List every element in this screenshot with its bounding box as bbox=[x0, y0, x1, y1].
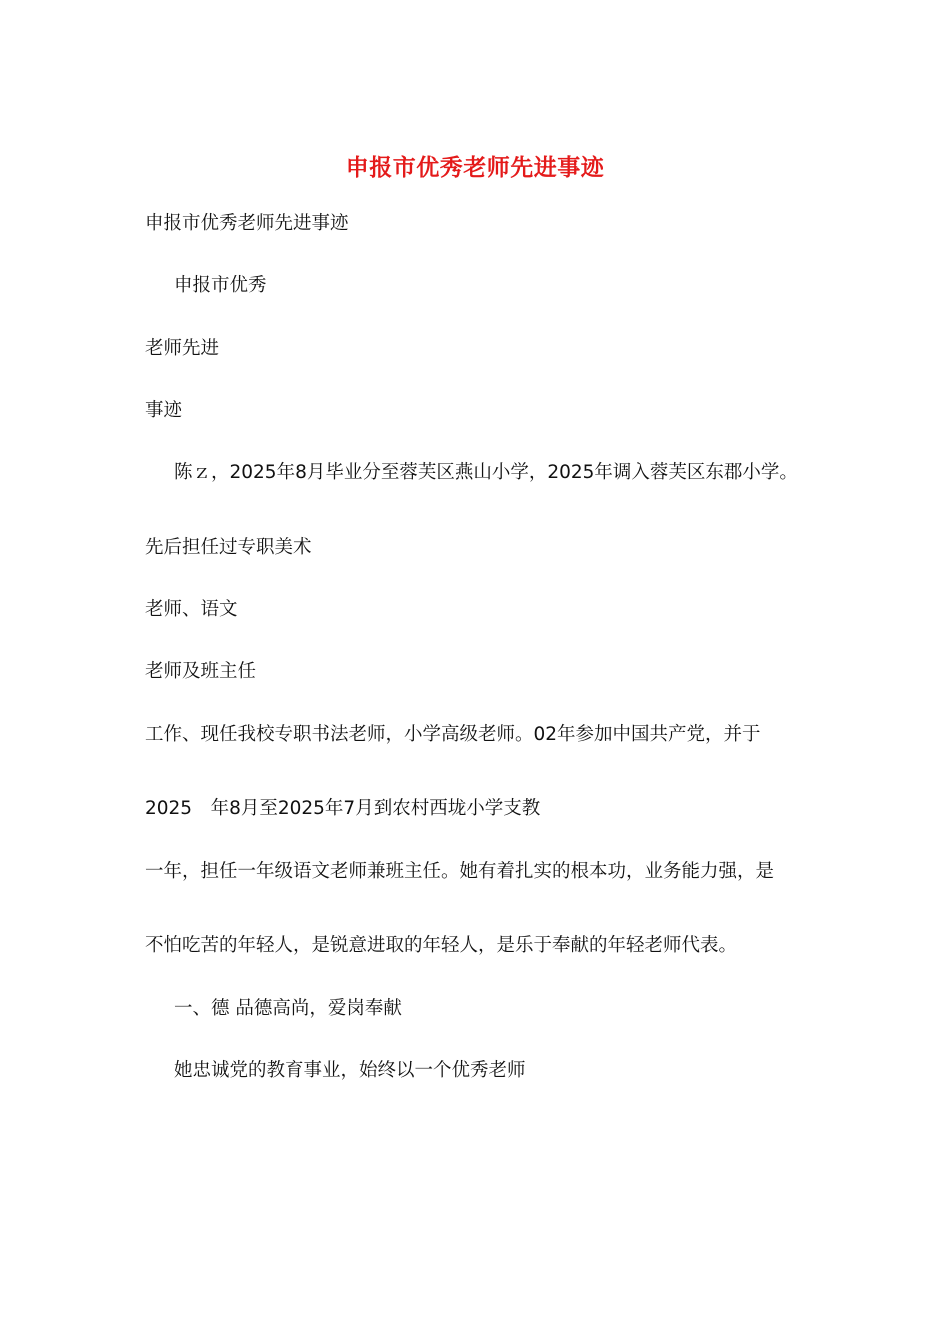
paragraph: 老师先进 bbox=[145, 338, 220, 359]
paragraph: 一年，担任一年级语文老师兼班主任。她有着扎实的根本功，业务能力强，是 bbox=[145, 861, 775, 882]
section-heading: 一、德 品德高尚，爱岗奉献 bbox=[174, 998, 402, 1019]
paragraph: 2025 年8月至2025年7月到农村西垅小学支教 bbox=[145, 798, 541, 819]
paragraph: 不怕吃苦的年轻人，是锐意进取的年轻人，是乐于奉献的年轻老师代表。 bbox=[145, 935, 738, 956]
document-title: 申报市优秀老师先进事迹 bbox=[345, 154, 605, 181]
paragraph: 她忠诚党的教育事业，始终以一个优秀老师 bbox=[174, 1060, 526, 1081]
paragraph: 先后担任过专职美术 bbox=[145, 537, 312, 558]
paragraph: 老师及班主任 bbox=[145, 661, 257, 682]
paragraph: 申报市优秀 bbox=[174, 275, 267, 296]
paragraph: 老师、语文 bbox=[145, 599, 238, 620]
paragraph: 工作、现任我校专职书法老师，小学高级老师。02年参加中国共产党，并于 bbox=[145, 724, 761, 745]
paragraph: 事迹 bbox=[145, 400, 183, 421]
paragraph: 陈ｚ，2025年8月毕业分至蓉芙区燕山小学，2025年调入蓉芙区东郡小学。 bbox=[174, 462, 798, 483]
paragraph-heading: 申报市优秀老师先进事迹 bbox=[145, 213, 349, 234]
